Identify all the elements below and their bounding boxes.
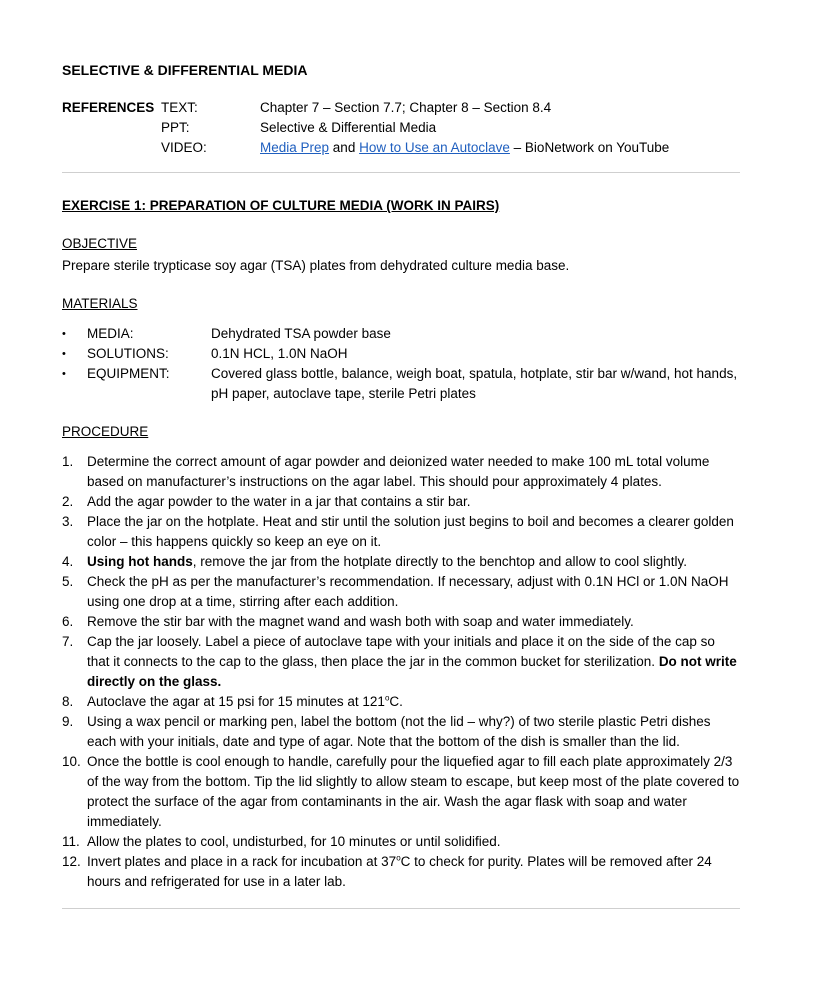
materials-heading: MATERIALS: [62, 296, 138, 311]
procedure-step: [62, 712, 740, 752]
procedure-step: [62, 852, 740, 892]
material-key: SOLUTIONS:: [87, 346, 169, 361]
step-text: Remove the stir bar with the magnet wand and wash both with soap and water immediately.: [87, 614, 634, 629]
material-value: Dehydrated TSA powder base: [211, 326, 391, 341]
media-prep-link[interactable]: Media Prep: [260, 140, 330, 155]
video-and-text: and: [329, 140, 360, 155]
material-key: MEDIA:: [87, 326, 134, 341]
procedure-step: [62, 612, 740, 632]
step-text: [87, 692, 740, 712]
step-number: 12.: [62, 854, 81, 869]
step-text: Place the jar on the hotplate. Heat and stir until the solution just begins to boil and becomes a clearer golden color – this happens quickly so keep an eye on it.: [87, 514, 734, 549]
procedure-step: [62, 512, 740, 552]
references-label: REFERENCES: [62, 100, 155, 115]
step-text: Allow the plates to cool, undisturbed, for 10 minutes or until solidified.: [87, 834, 501, 849]
bullet-icon: •: [62, 368, 66, 380]
step-text: Add the agar powder to the water in a jar that contains a stir bar.: [87, 494, 471, 509]
bullet-icon: •: [62, 328, 66, 340]
materials-list: [62, 324, 740, 404]
material-item: [62, 364, 740, 404]
bullet-icon: •: [62, 348, 66, 360]
reference-value-text: Chapter 7 – Section 7.7; Chapter 8 – Section 8.4: [260, 100, 552, 115]
step-number: 7.: [62, 634, 74, 649]
reference-key-video: VIDEO:: [161, 140, 207, 155]
references-block: [62, 98, 740, 158]
video-source-text: – BioNetwork on YouTube: [509, 140, 670, 155]
material-value: 0.1N HCL, 1.0N NaOH: [211, 346, 348, 361]
step-text-rest: , remove the jar from the hotplate directly to the benchtop and allow to cool slightly.: [192, 554, 688, 569]
step-number: 10.: [62, 754, 81, 769]
procedure-step: [62, 692, 740, 712]
procedure-heading: PROCEDURE: [62, 424, 149, 439]
step-text: [87, 552, 740, 572]
objective-text: Prepare sterile trypticase soy agar (TSA) plates from dehydrated culture media base.: [62, 258, 570, 273]
page-title: SELECTIVE & DIFFERENTIAL MEDIA: [62, 62, 308, 78]
procedure-step: [62, 832, 740, 852]
material-item: [62, 344, 740, 364]
procedure-list: [62, 452, 740, 892]
step-bold-warning: Do not write directly on the glass.: [87, 654, 737, 689]
procedure-step: [62, 632, 740, 692]
procedure-step: [62, 752, 740, 832]
step-number: 6.: [62, 614, 74, 629]
reference-value-video: [260, 138, 740, 158]
step-text-after: C to check for purity. Plates will be removed after 24 hours and refrigerated for use in a later lab.: [87, 854, 712, 889]
step-number: 2.: [62, 494, 74, 509]
procedure-step: [62, 572, 740, 612]
step-text-main: Invert plates and place in a rack for incubation at 37: [87, 854, 397, 869]
autoclave-video-link[interactable]: How to Use an Autoclave: [359, 140, 510, 155]
step-number: 4.: [62, 554, 74, 569]
exercise-title: EXERCISE 1: PREPARATION OF CULTURE MEDIA (WORK IN PAIRS): [62, 198, 500, 213]
material-item: [62, 324, 740, 344]
reference-value-ppt: Selective & Differential Media: [260, 120, 437, 135]
procedure-step: [62, 492, 740, 512]
step-text: Check the pH as per the manufacturer’s recommendation. If necessary, adjust with 0.1N HCl or 1.0N NaOH using one drop at a time, stirring after each addition.: [87, 574, 729, 609]
step-number: 3.: [62, 514, 74, 529]
step-number: 8.: [62, 694, 74, 709]
procedure-step: [62, 452, 740, 492]
degree-superscript: o: [384, 693, 390, 703]
step-number: 5.: [62, 574, 74, 589]
reference-key-text: TEXT:: [161, 100, 198, 115]
divider-top: [62, 172, 740, 173]
reference-key-ppt: PPT:: [161, 120, 190, 135]
step-number: 1.: [62, 454, 74, 469]
step-text-after: C.: [389, 694, 403, 709]
step-text-main: Autoclave the agar at 15 psi for 15 minutes at 121: [87, 694, 385, 709]
document-page: [62, 60, 740, 909]
procedure-step: [62, 552, 740, 572]
step-text: Once the bottle is cool enough to handle, carefully pour the liquefied agar to fill each plate approximately 2/3 of the way from the bottom. Tip the lid slightly to allow steam to escape, but keep most of the plate covered to protect the surface of the agar from contaminants in the air. Wash the agar flask with soap and water immediately.: [87, 754, 740, 829]
step-text: [87, 852, 740, 892]
material-key: EQUIPMENT:: [87, 366, 170, 381]
step-text: [87, 632, 740, 692]
step-text-main: Cap the jar loosely. Label a piece of autoclave tape with your initials and place it on the side of the cap so that it connects to the cap to the glass, then place the jar in the common bucket for sterilization.: [87, 634, 715, 669]
step-text: Using a wax pencil or marking pen, label the bottom (not the lid – why?) of two sterile plastic Petri dishes each with your initials, date and type of agar. Note that the bottom of the dish is smaller than the lid.: [87, 714, 711, 749]
divider-bottom: [62, 908, 740, 909]
step-number: 9.: [62, 714, 74, 729]
material-value: Covered glass bottle, balance, weigh boat, spatula, hotplate, stir bar w/wand, hot hands, pH paper, autoclave tape, sterile Petri plates: [211, 366, 738, 401]
degree-superscript: o: [396, 853, 401, 863]
step-bold-text: Using hot hands: [87, 554, 193, 569]
step-text: Determine the correct amount of agar powder and deionized water needed to make 100 mL total volume based on manufacturer’s instructions on the agar label. This should pour approximately 4 plates.: [87, 454, 710, 489]
objective-heading: OBJECTIVE: [62, 236, 138, 251]
step-number: 11.: [62, 834, 80, 849]
